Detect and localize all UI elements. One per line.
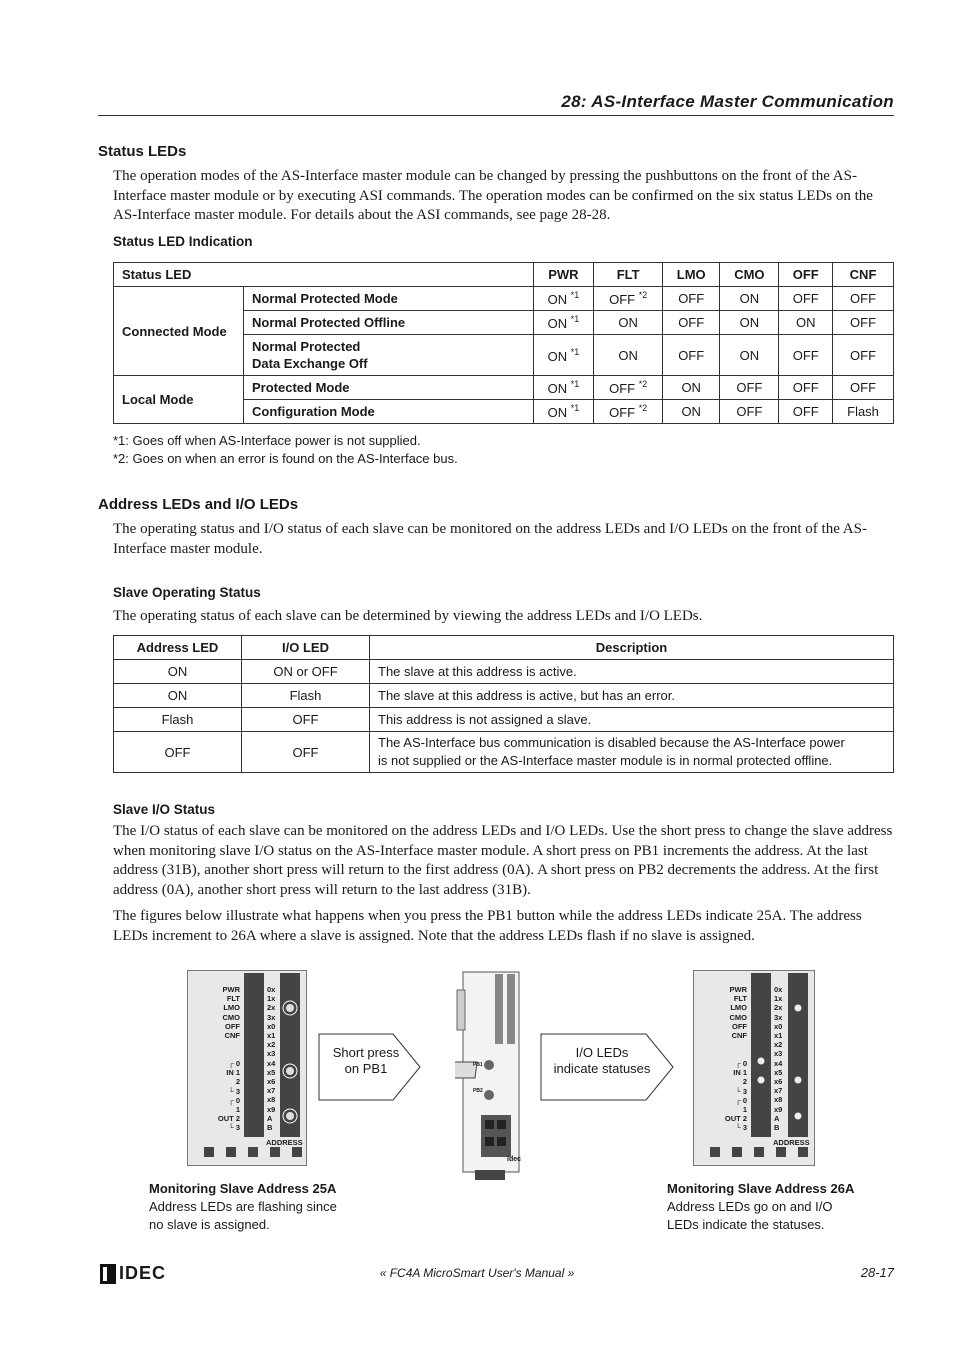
pb2-label: PB2 (473, 1088, 483, 1094)
pb1-button (484, 1060, 494, 1070)
status-led-table (113, 262, 894, 424)
address-led-labels: 0x 1x 2x 3x x0 x1 x2 x3 x4 x5 x6 x7 x8 x9 A B (774, 985, 783, 1133)
mode-cell: Configuration Mode (244, 400, 534, 424)
caption-26a: Monitoring Slave Address 26A Address LEDs go on and I/O LEDs indicate the statuses. (667, 1181, 855, 1232)
slave-io-heading: Slave I/O Status (113, 802, 216, 817)
pwr-cell: ON $^{*1}$ (533, 311, 594, 335)
group-label: Local Mode (114, 376, 244, 424)
table-row (114, 684, 894, 708)
address-label: ADDRESS (266, 1138, 303, 1147)
address-led-labels: 0x 1x 2x 3x x0 x1 x2 x3 x4 x5 x6 x7 x8 x9 A B (267, 985, 276, 1133)
status-leds-intro: The operation modes of the AS-Interface master module can be changed by pressing the pushbuttons on the front of the AS-Interface master module or by executing ASI commands. The operation modes can be confirmed on the six status LEDs on the AS-Interface master module. For details about the ASI commands, see page 28-28. (113, 168, 873, 223)
slave-io-para2: The figures below illustrate what happens when you press the PB1 button while the address LEDs indicate 25A. The address LEDs increment to 26A where a slave is assigned. Note that the address LEDs flash if no slave is assigned. (113, 908, 862, 944)
flash-led-icon (286, 1112, 294, 1120)
address-led-cell: ON (114, 660, 242, 684)
table-row (114, 732, 894, 773)
pwr-cell: ON $^{*1}$ (533, 400, 594, 424)
idec-logo: IDEC (100, 1263, 172, 1290)
col-header: CMO (720, 263, 779, 287)
pb2-button (484, 1090, 494, 1100)
section-heading-address-leds: Address LEDs and I/O LEDs (98, 496, 299, 513)
lmo-cell: ON (663, 376, 720, 400)
address-led-cell: Flash (114, 708, 242, 732)
cmo-cell: ON (720, 335, 779, 376)
flash-led-icon (286, 1067, 294, 1075)
section-heading-status-leds: Status LEDs (98, 143, 187, 160)
lmo-cell: ON (663, 400, 720, 424)
page-number: 28-17 (860, 1265, 894, 1280)
footnote-1: *1: Goes off when AS-Interface power is not supplied. (113, 433, 421, 448)
cmo-cell: OFF (720, 376, 779, 400)
table-header-row (114, 263, 894, 287)
address-led-cell: ON (114, 684, 242, 708)
off-cell: OFF (779, 287, 833, 311)
cnf-cell: OFF (833, 335, 894, 376)
flt-cell: OFF $^{*2}$ (594, 287, 663, 311)
col-header: Status LED (114, 263, 534, 287)
pwr-cell: ON $^{*1}$ (533, 376, 594, 400)
col-header: Address LED (114, 636, 242, 660)
table-row (114, 376, 894, 400)
address-led-on-icon (795, 1005, 802, 1012)
cmo-cell: OFF (720, 400, 779, 424)
led-dots-26a (694, 971, 814, 1165)
led-dots-25a (188, 971, 306, 1165)
address-led-on-icon (795, 1077, 802, 1084)
description-cell: The slave at this address is active, but has an error. (370, 684, 894, 708)
cmo-cell: ON (720, 287, 779, 311)
cmo-cell: ON (720, 311, 779, 335)
group-label: Connected Mode (114, 287, 244, 376)
flt-cell: ON (594, 311, 663, 335)
off-cell: OFF (779, 376, 833, 400)
off-cell: OFF (779, 400, 833, 424)
table-row (114, 660, 894, 684)
cnf-cell: OFF (833, 311, 894, 335)
led-panel-26a (693, 970, 815, 1166)
col-header: FLT (594, 263, 663, 287)
flt-cell: OFF $^{*2}$ (594, 400, 663, 424)
slave-op-table (113, 635, 894, 773)
slave-op-intro: The operating status of each slave can be determined by viewing the address LEDs and I/O LEDs. (113, 608, 703, 624)
flash-led-icon (286, 1004, 294, 1012)
off-cell: ON (779, 311, 833, 335)
table-row (114, 708, 894, 732)
io-led-cell: Flash (242, 684, 370, 708)
footer-manual-title: « FC4A MicroSmart User's Manual » (379, 1266, 575, 1280)
as-interface-module (455, 970, 523, 1182)
io-led-cell: OFF (242, 708, 370, 732)
address-leds-intro: The operating status and I/O status of each slave can be monitored on the address LEDs and I/O LEDs on the front of the AS-Interface master module. (113, 521, 867, 557)
io-led-on-icon (758, 1058, 765, 1065)
col-header: I/O LED (242, 636, 370, 660)
flt-cell: ON (594, 335, 663, 376)
lmo-cell: OFF (663, 311, 720, 335)
io-led-labels: ┌ 0 IN 1 2 └ 3 ┌ 0 1 OUT 2 └ 3 (217, 1059, 240, 1133)
address-led-cell: OFF (114, 732, 242, 773)
pwr-cell: ON $^{*1}$ (533, 335, 594, 376)
off-cell: OFF (779, 335, 833, 376)
mode-cell: Protected Mode (244, 376, 534, 400)
col-header: LMO (663, 263, 720, 287)
description-cell: The slave at this address is active. (370, 660, 894, 684)
status-led-labels: PWR FLT LMO CMO OFF CNF (729, 985, 747, 1041)
mode-cell: Normal Protected Offline (244, 311, 534, 335)
address-label: ADDRESS (773, 1138, 810, 1147)
flt-cell: OFF $^{*2}$ (594, 376, 663, 400)
brand-small: idec (507, 1156, 522, 1163)
col-header: Description (370, 636, 894, 660)
header-rule (98, 115, 894, 116)
mode-cell: Normal Protected Data Exchange Off (244, 335, 534, 376)
pb1-label: PB1 (473, 1062, 483, 1068)
cnf-cell: OFF (833, 376, 894, 400)
table-header-row (114, 636, 894, 660)
slave-io-para1: The I/O status of each slave can be monitored on the address LEDs and I/O LEDs. Use the short press to change the slave address when monitoring slave I/O status on the AS-Interface master module. A short press on PB1 increments the address. At the last address (31B), another short press will return to the first address (0A). A short press on PB2 decrements the address. At the first address (0A), another short press will return to the last address (31B). (113, 823, 893, 898)
callout-io-leds: I/O LEDs indicate statuses (553, 1045, 651, 1076)
io-led-cell: ON or OFF (242, 660, 370, 684)
led-panel-25a (187, 970, 307, 1166)
status-led-labels: PWR FLT LMO CMO OFF CNF (222, 985, 240, 1041)
pwr-cell: ON $^{*1}$ (533, 287, 594, 311)
footnote-2: *2: Goes on when an error is found on the AS-Interface bus. (113, 451, 458, 466)
lmo-cell: OFF (663, 287, 720, 311)
description-cell: This address is not assigned a slave. (370, 708, 894, 732)
mode-cell: Normal Protected Mode (244, 287, 534, 311)
col-header: CNF (833, 263, 894, 287)
slave-op-heading: Slave Operating Status (113, 585, 261, 600)
module-drawing (455, 970, 523, 1182)
cnf-cell: OFF (833, 287, 894, 311)
io-led-on-icon (758, 1077, 765, 1084)
col-header: OFF (779, 263, 833, 287)
chapter-title: 28: AS-Interface Master Communication (561, 92, 894, 111)
io-led-labels: ┌ 0 IN 1 2 └ 3 ┌ 0 1 OUT 2 └ 3 (724, 1059, 747, 1133)
description-cell: The AS-Interface bus communication is disabled because the AS-Interface power is not supplied or the AS-Interface master module is in normal protected offline. (370, 732, 894, 773)
io-led-cell: OFF (242, 732, 370, 773)
callout-short-press: Short press on PB1 (332, 1045, 400, 1076)
status-led-table-heading: Status LED Indication (113, 234, 253, 249)
col-header: PWR (533, 263, 594, 287)
caption-25a: Monitoring Slave Address 25A Address LEDs are flashing since no slave is assigned. (149, 1181, 337, 1232)
address-led-on-icon (795, 1113, 802, 1120)
lmo-cell: OFF (663, 335, 720, 376)
table-row (114, 287, 894, 311)
cnf-cell: Flash (833, 400, 894, 424)
